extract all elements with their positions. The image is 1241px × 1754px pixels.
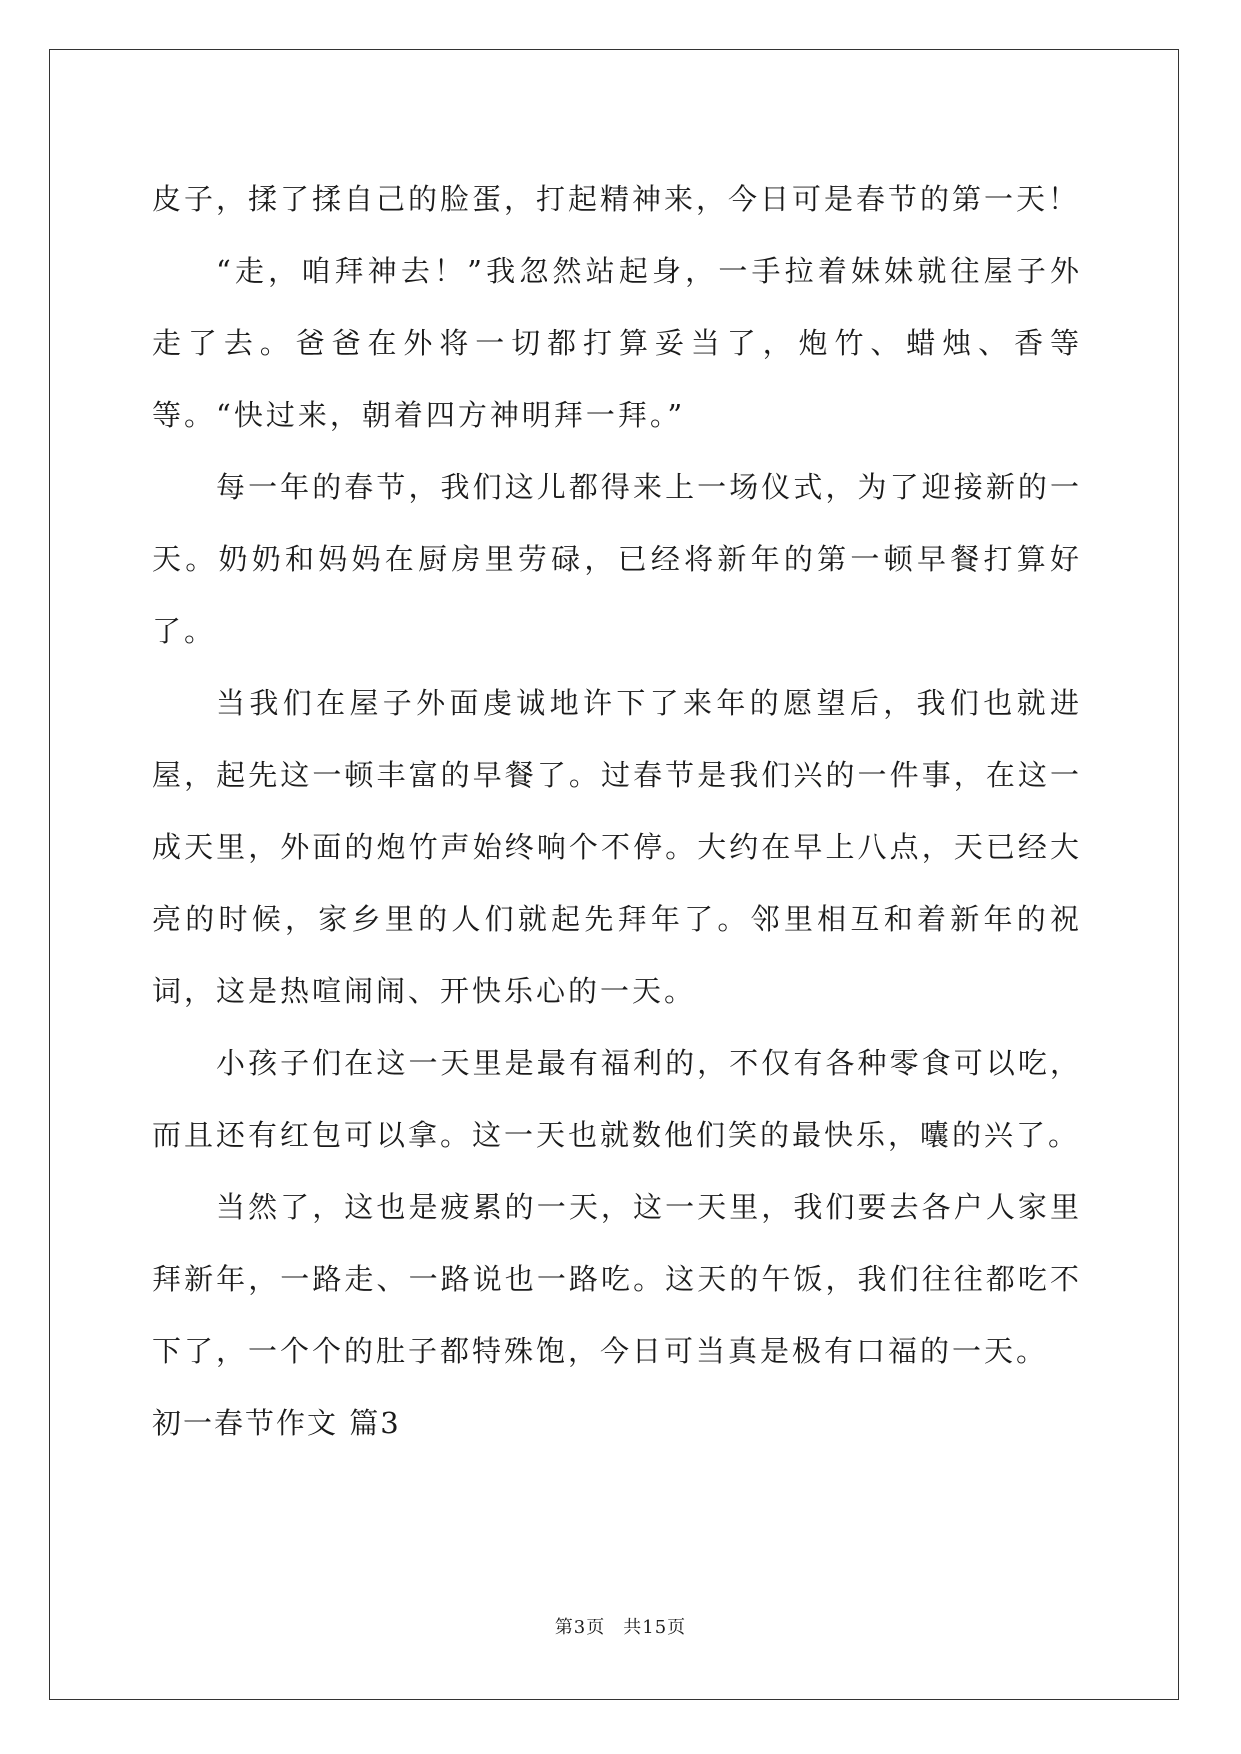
page-footer — [0, 1613, 1241, 1639]
document-body — [152, 163, 1082, 1459]
paragraph-1: 皮子，揉了揉自己的脸蛋，打起精神来，今日可是春节的第一天！ — [152, 182, 1081, 216]
page-number: 第3页 — [554, 1617, 606, 1638]
paragraph-3: 每一年的春节，我们这儿都得来上一场仪式，为了迎接新的一天。奶奶和妈妈在厨房里劳碌，已经将新年的第一顿早餐打算好了。 — [152, 470, 1082, 648]
paragraph-5: 小孩子们在这一天里是最有福利的，不仅有各种零食可以吃，而且还有红包可以拿。这一天也就数他们笑的最快乐，囔的兴了。 — [152, 1046, 1082, 1152]
page-total: 共15页 — [623, 1617, 687, 1638]
paragraph-2: “走，咱拜神去！”我忽然站起身，一手拉着妹妹就往屋子外走了去。爸爸在外将一切都打算妥当了，炮竹、蜡烛、香等等。“快过来，朝着四方神明拜一拜。” — [152, 254, 1082, 432]
section-heading: 初一春节作文 篇3 — [152, 1406, 401, 1440]
paragraph-6: 当然了，这也是疲累的一天，这一天里，我们要去各户人家里拜新年，一路走、一路说也一路吃。这天的午饭，我们往往都吃不下了，一个个的肚子都特殊饱，今日可当真是极有口福的一天。 — [152, 1190, 1082, 1368]
paragraph-4: 当我们在屋子外面虔诚地许下了来年的愿望后，我们也就进屋，起先这一顿丰富的早餐了。过春节是我们兴的一件事，在这一成天里，外面的炮竹声始终响个不停。大约在早上八点，天已经大亮的时候，家乡里的人们就起先拜年了。邻里相互和着新年的祝词，这是热喧闹闹、开快乐心的一天。 — [152, 686, 1082, 1008]
